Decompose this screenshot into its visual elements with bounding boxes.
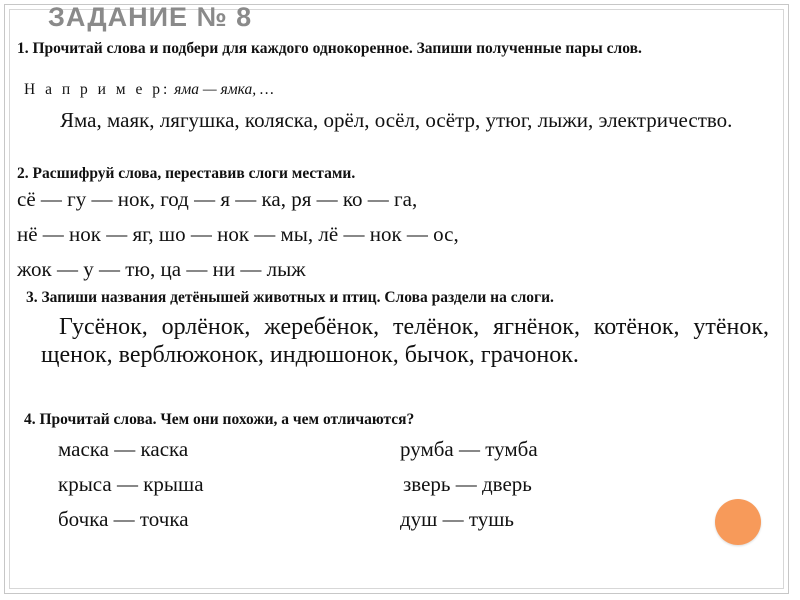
task4-instruction: 4. Прочитай слова. Чем они похожи, а чем отличаются? (24, 411, 415, 428)
slide-title: ЗАДАНИЕ № 8 (48, 2, 253, 32)
task3-instruction: 3. Запиши названия детёнышей животных и птиц. Слова раздели на слоги. (26, 289, 554, 306)
task1-example-text: яма — ямка, … (174, 81, 274, 98)
task4-pair-right-1: румба — тумба (400, 437, 538, 461)
task2-line-1: сё — гу — нок, год — я — ка, ря — ко — га, (17, 187, 418, 211)
task3-words: Гусёнок, орлёнок, жеребёнок, телёнок, ягнёнок, котёнок, утёнок, щенок, верблюжонок, индюшонок, бычок, грачонок. (41, 314, 769, 368)
task1-example-label: Н а п р и м е р: (24, 81, 171, 98)
task4-pair-left-1: маска — каска (58, 437, 189, 461)
task4-pair-left-2: крыса — крыша (58, 472, 204, 496)
task2-instruction: 2. Расшифруй слова, переставив слоги местами. (17, 165, 356, 182)
decorative-circle (715, 499, 761, 545)
task4-pair-left-3: бочка — точка (58, 507, 189, 531)
task1-instruction: 1. Прочитай слова и подбери для каждого однокоренное. Запиши полученные пары слов. (17, 40, 642, 57)
task2-line-2: нё — нок — яг, шо — нок — мы, лё — нок — ос, (17, 222, 459, 246)
task1-words: Яма, маяк, лягушка, коляска, орёл, осёл, осётр, утюг, лыжи, электричество. (60, 108, 733, 132)
task2-line-3: жок — у — тю, ца — ни — лыж (17, 257, 306, 281)
task4-pair-right-2: зверь — дверь (403, 472, 532, 496)
task1-example (24, 81, 274, 99)
task4-pair-right-3: душ — тушь (400, 507, 515, 531)
